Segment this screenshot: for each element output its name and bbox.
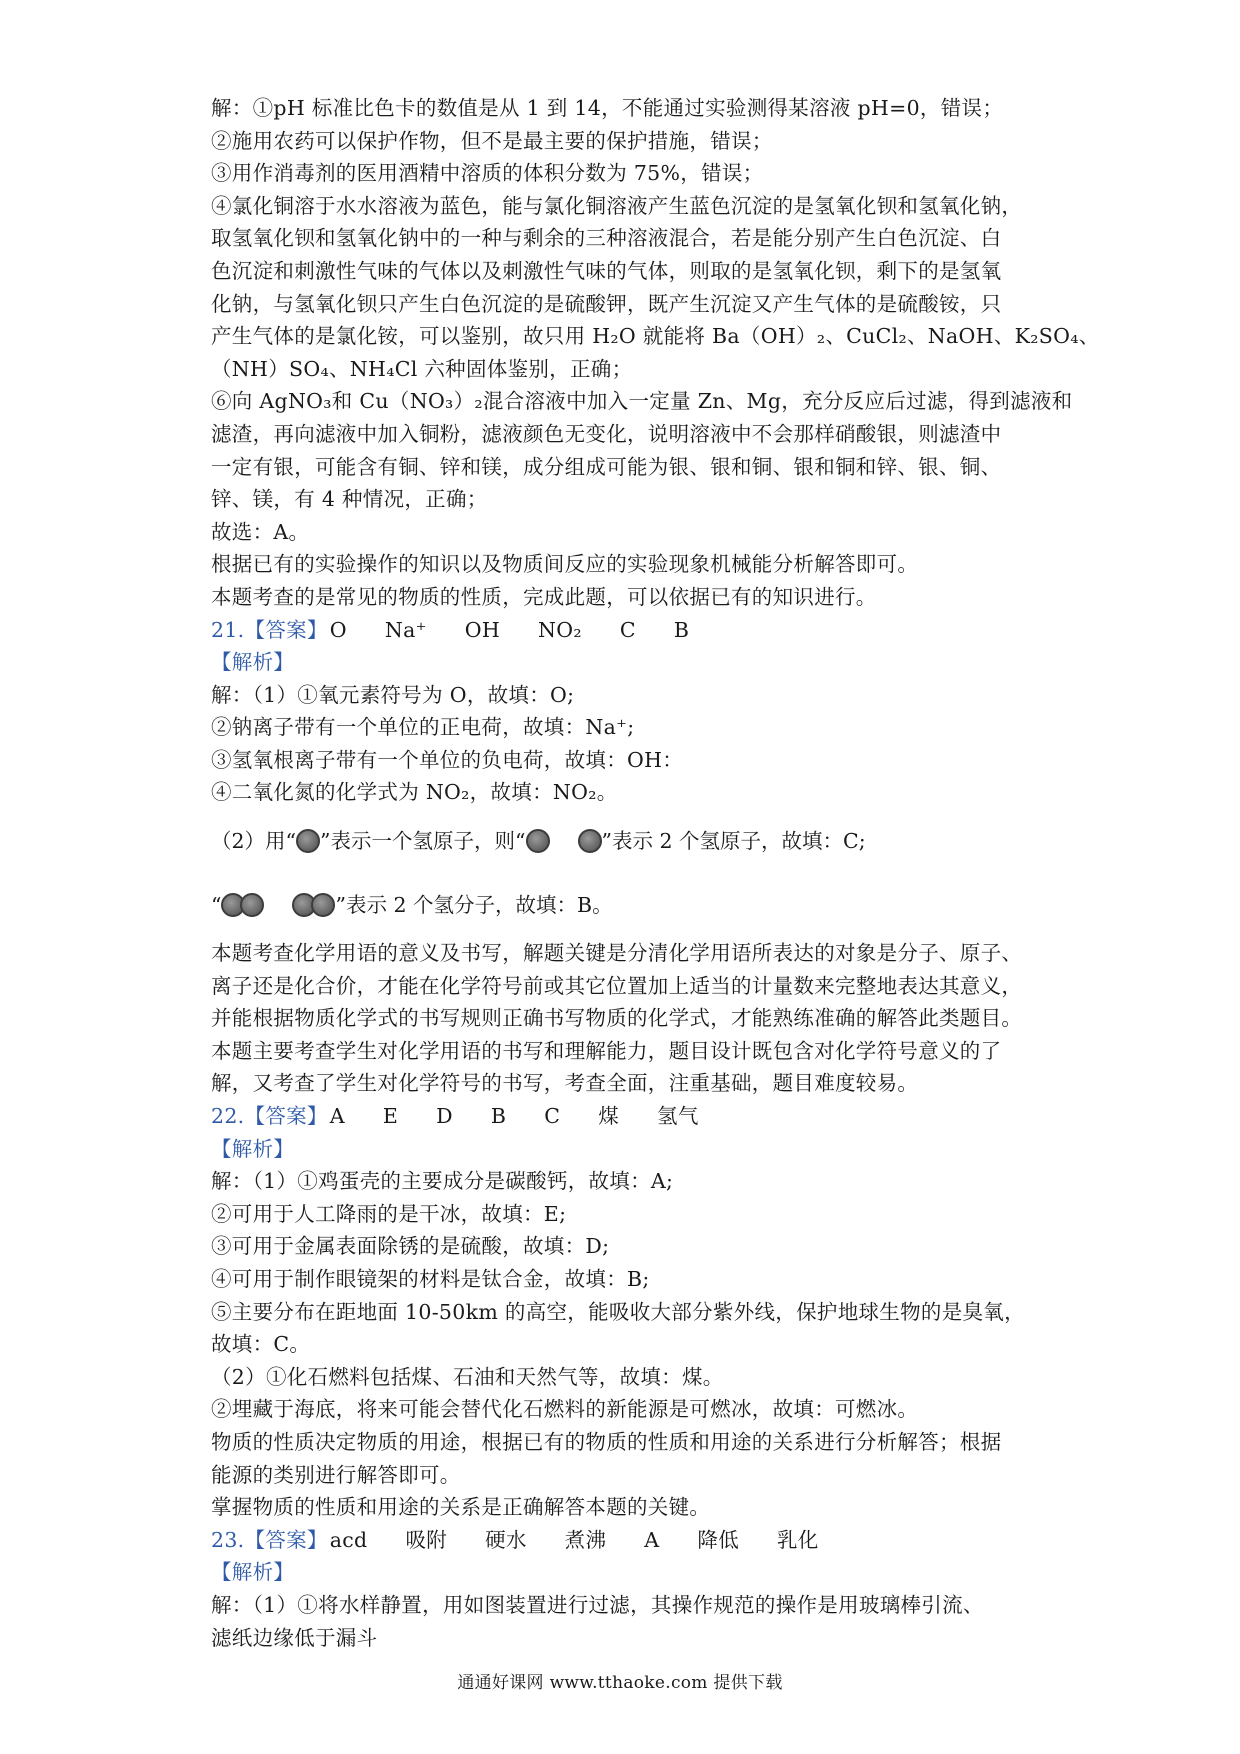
answer-item: C: [544, 1104, 561, 1129]
text-line: ⑥向 AgNO₃和 Cu（NO₃）₂混合溶液中加入一定量 Zn、Mg，充分反应后过滤，得到滤液和: [211, 389, 1073, 414]
text-line: 化钠，与氢氧化钡只产生白色沉淀的是硫酸钾，既产生沉淀又产生气体的是硫酸铵，只: [211, 291, 1002, 316]
text-line: ②施用农药可以保护作物，但不是最主要的保护措施，错误；: [211, 128, 773, 153]
text-line: ③可用于金属表面除锈的是硫酸，故填：D;: [211, 1234, 610, 1259]
text-line: 滤纸边缘低于漏斗: [211, 1625, 378, 1650]
q23-block: [211, 1524, 1051, 1654]
hydrogen-molecule-icon: [292, 893, 335, 917]
q22-analysis-label: 【解析】: [211, 1136, 295, 1161]
hydrogen-molecule-icon: [221, 893, 264, 917]
text-line: 故选：A。: [211, 519, 310, 544]
text-line: （NH）SO₄、NH₄Cl 六种固体鉴别，正确；: [211, 356, 633, 381]
text-line: 能源的类别进行解答即可。: [211, 1462, 461, 1487]
text-line: 滤渣，再向滤液中加入铜粉，滤液颜色无变化，说明溶液中不会那样硝酸银，则滤渣中: [211, 421, 1002, 446]
text-line: 物质的性质决定物质的用途，根据已有的物质的性质和用途的关系进行分析解答；根据: [211, 1429, 1002, 1454]
answer-item: NO₂: [538, 617, 582, 642]
q21-answer-line: 21.【答案】O Na⁺ OH NO₂ C B: [211, 614, 1051, 647]
text-line: 掌握物质的性质和用途的关系是正确解答本题的关键。: [211, 1495, 711, 1520]
answer-item: B: [673, 617, 690, 642]
text-line: 取氢氧化钡和氢氧化钠中的一种与剩余的三种溶液混合，若是能分别产生白色沉淀、白: [211, 226, 1002, 251]
text-line: ②钠离子带有一个单位的正电荷，故填：Na⁺;: [211, 715, 635, 740]
text-line: 解：（1）①鸡蛋壳的主要成分是碳酸钙，故填：A;: [211, 1169, 674, 1194]
text-line: ②可用于人工降雨的是干冰，故填：E;: [211, 1201, 567, 1226]
answer-item: 煤: [598, 1104, 620, 1129]
text-line: 一定有银，可能含有铜、锌和镁，成分组成可能为银、银和铜、银和铜和锌、银、铜、: [211, 454, 1002, 479]
text-line: ②埋藏于海底，将来可能会替代化石燃料的新能源是可燃冰，故填：可燃冰。: [211, 1397, 919, 1422]
q22-answer-line: 22.【答案】A E D B C 煤 氢气: [211, 1100, 1051, 1133]
text-line: 解：（1）①氧元素符号为 O，故填：O;: [211, 682, 575, 707]
hydrogen-atom-icon: [296, 829, 320, 853]
answer-item: 硬水: [485, 1527, 527, 1552]
text-line: ⑤主要分布在距地面 10-50km 的高空，能吸收大部分紫外线，保护地球生物的是臭氧，: [211, 1299, 1025, 1324]
text-line: 解，又考查了学生对化学符号的书写，考查全面，注重基础，题目难度较易。: [211, 1071, 919, 1096]
answer-item: D: [436, 1104, 453, 1129]
text-line: ③用作消毒剂的医用酒精中溶质的体积分数为 75%，错误；: [211, 161, 764, 186]
answer-item: B: [490, 1104, 507, 1129]
text-line: 解：（1）①将水样静置，用如图装置进行过滤，其操作规范的操作是用玻璃棒引流、: [211, 1592, 984, 1617]
q22-solution-lines: [211, 1165, 1051, 1524]
q21-block: [211, 614, 1051, 1101]
text-line: 色沉淀和刺激性气味的气体以及刺激性气味的气体，则取的是氢氧化钡，剩下的是氢氧: [211, 258, 1002, 283]
page-footer: 通通好课网 www.tthaoke.com 提供下载: [457, 1673, 783, 1693]
answer-item: 乳化: [777, 1527, 819, 1552]
text-line: 本题主要考查学生对化学用语的书写和理解能力，题目设计既包含对化学符号意义的了: [211, 1038, 1002, 1063]
text-line: ③氢氧根离子带有一个单位的负电荷，故填：OH：: [211, 747, 684, 772]
answer-item: C: [619, 617, 636, 642]
answer-item: 降低: [697, 1527, 739, 1552]
q21-hydrogen-molecule-line: “ ”表示 2 个氢分子，故填：B。: [211, 892, 613, 917]
text-line: ④氯化铜溶于水水溶液为蓝色，能与氯化铜溶液产生蓝色沉淀的是氢氧化钡和氢氧化钠，: [211, 193, 1023, 218]
answer-item: 氢气: [657, 1104, 699, 1129]
q21-solution-lines: [211, 679, 1051, 809]
answer-item: E: [382, 1104, 399, 1129]
text-line: 并能根据物质化学式的书写规则正确书写物质的化学式，才能熟练准确的解答此类题目。: [211, 1006, 1023, 1031]
document-body: [211, 92, 1100, 1654]
answer-item: A: [644, 1527, 660, 1552]
answer-item: 煮沸: [564, 1527, 607, 1552]
answer-item: Na⁺: [384, 617, 427, 642]
text-line: （2）①化石燃料包括煤、石油和天然气等，故填：煤。: [211, 1364, 724, 1389]
q22-block: [211, 1100, 1051, 1524]
text-line: 故填：C。: [211, 1332, 311, 1357]
q21-hydrogen-atom-line: （2）用“ ”表示一个氢原子，则“ ”表示 2 个氢原子，故填：C;: [211, 828, 866, 853]
q23-solution-lines: [211, 1589, 1051, 1654]
text-line: 根据已有的实验操作的知识以及物质间反应的实验现象机械能分析解答即可。: [211, 552, 919, 577]
text-line: 本题考查化学用语的意义及书写，解题关键是分清化学用语所表达的对象是分子、原子、: [211, 941, 1023, 966]
answer-item: acd: [329, 1527, 368, 1552]
hydrogen-atom-icon: [578, 829, 602, 853]
q21-summary: [211, 937, 1051, 1100]
text-line: 本题考查的是常见的物质的性质，完成此题，可以依据已有的知识进行。: [211, 584, 877, 609]
text-line: ④二氧化氮的化学式为 NO₂，故填：NO₂。: [211, 780, 618, 805]
answer-item: OH: [464, 617, 501, 642]
text-line: 离子还是化合价，才能在化学符号前或其它位置加上适当的计量数来完整地表达其意义，: [211, 973, 1023, 998]
text-line: 解：①pH 标准比色卡的数值是从 1 到 14，不能通过实验测得某溶液 pH=0，错误；: [211, 96, 1004, 120]
answer-item: A: [329, 1104, 345, 1129]
hydrogen-atom-icon: [526, 829, 550, 853]
text-line: 产生气体的是氯化铵，可以鉴别，故只用 H₂O 就能将 Ba（OH）₂、CuCl₂、NaOH、K₂SO₄、: [211, 324, 1100, 349]
q21-analysis-label: 【解析】: [211, 650, 295, 675]
q23-analysis-label: 【解析】: [211, 1560, 295, 1585]
answer-item: O: [329, 617, 347, 642]
q23-answer-line: 23.【答案】acd 吸附 硬水 煮沸 A 降低 乳化: [211, 1524, 1051, 1557]
answer-item: 吸附: [405, 1527, 448, 1552]
q20-solution: [211, 92, 1100, 614]
text-line: ④可用于制作眼镜架的材料是钛合金，故填：B;: [211, 1267, 650, 1291]
text-line: 锌、镁，有 4 种情况，正确；: [211, 487, 488, 512]
